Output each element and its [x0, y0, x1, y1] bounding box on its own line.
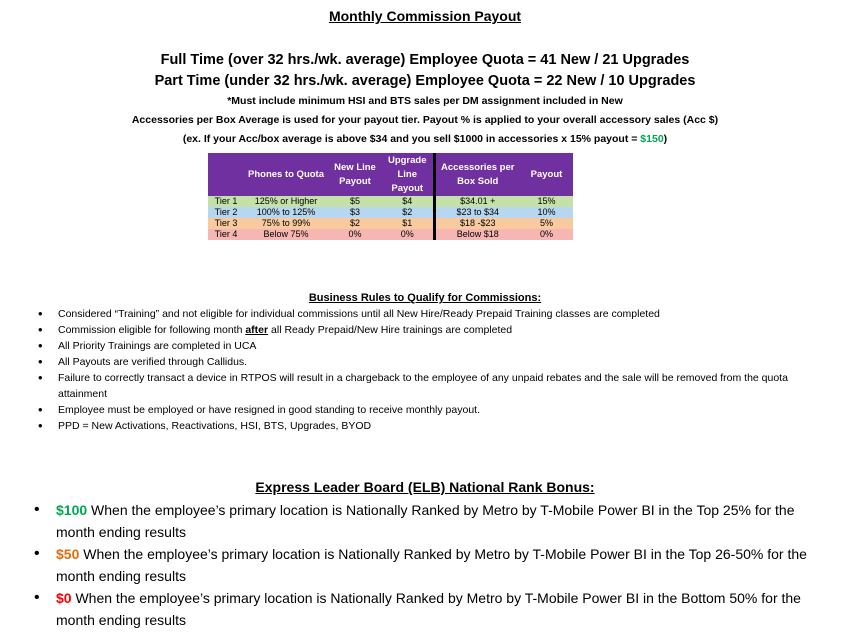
upgrade-cell: 0%: [382, 229, 434, 240]
example-note: [0, 133, 850, 145]
tier-cell: Tier 2: [208, 207, 244, 218]
example-note-close: ): [663, 133, 668, 145]
bonus-amount: $100: [56, 502, 88, 518]
header-phones-to-quota: Phones to Quota: [244, 153, 328, 196]
list-item: • Failure to correctly transact a device in RTPOS will result in a chargeback to the employee of any unpaid rebates and the sale will be removed from the quota attainment: [38, 370, 798, 402]
tier-cell: Tier 4: [208, 229, 244, 240]
business-rules-title: Business Rules to Qualify for Commissions:: [308, 292, 542, 304]
rule-text: Commission eligible for following month: [58, 324, 246, 336]
payout-cell: 10%: [520, 207, 573, 218]
new-line-cell: $5: [328, 196, 382, 207]
payout-cell: 15%: [520, 196, 573, 207]
new-line-cell: $3: [328, 207, 382, 218]
upgrade-cell: $4: [382, 196, 434, 207]
accessories-cell: $18 -$23: [434, 218, 520, 229]
header-upgrade-line-payout: Upgrade Line Payout: [382, 153, 434, 196]
tier-cell: Tier 1: [208, 196, 244, 207]
payout-cell: 0%: [520, 229, 573, 240]
table-row: [208, 229, 573, 240]
rule-text: all Ready Prepaid/New Hire trainings are completed: [268, 324, 513, 336]
quota-cell: 100% to 125%: [244, 207, 328, 218]
new-line-cell: 0%: [328, 229, 382, 240]
header-tier: [208, 153, 244, 196]
upgrade-cell: $2: [382, 207, 434, 218]
list-item: [32, 543, 812, 587]
list-item: • All Payouts are verified through Callidus.: [38, 354, 798, 370]
bonus-amount: $0: [56, 590, 72, 606]
list-item: [38, 322, 798, 338]
table-row: [208, 207, 573, 218]
full-time-quota: Full Time (over 32 hrs./wk. average) Employee Quota = 41 New / 21 Upgrades: [160, 52, 690, 68]
new-line-cell: $2: [328, 218, 382, 229]
list-item: • Considered “Training” and not eligible for individual commissions until all New Hire/Ready Prepaid Training classes are completed: [38, 306, 798, 322]
payout-cell: 5%: [520, 218, 573, 229]
elb-bonus-title: Express Leader Board (ELB) National Rank Bonus:: [255, 479, 595, 495]
business-rules-list: [38, 306, 798, 434]
bonus-text: When the employee’s primary location is Nationally Ranked by Metro by T-Mobile Power BI in the Top 26-50% for the month ending results: [56, 546, 807, 584]
list-item: • PPD = New Activations, Reactivations, HSI, BTS, Upgrades, BYOD: [38, 418, 798, 434]
accessories-cell: $23 to $34: [434, 207, 520, 218]
bonus-text: When the employee’s primary location is Nationally Ranked by Metro by T-Mobile Power BI in the Bottom 50% for the month ending results: [56, 590, 801, 628]
bonus-text: When the employee’s primary location is Nationally Ranked by Metro by T-Mobile Power BI in the Top 25% for the month ending results: [56, 502, 795, 540]
example-amount: $150: [640, 133, 664, 145]
bonus-amount: $50: [56, 546, 80, 562]
list-item: • Employee must be employed or have resigned in good standing to receive monthly payout.: [38, 402, 798, 418]
list-item: [32, 499, 812, 543]
list-item: [32, 587, 812, 631]
table-header-row: [208, 153, 573, 196]
quota-cell: 125% or Higher: [244, 196, 328, 207]
part-time-quota: Part Time (under 32 hrs./wk. average) Employee Quota = 22 New / 10 Upgrades: [154, 73, 696, 89]
list-item: • All Priority Trainings are completed in UCA: [38, 338, 798, 354]
accessory-note: Accessories per Box Average is used for your payout tier. Payout % is applied to your overall accessory sales (Acc $): [131, 114, 719, 126]
header-accessory-payout: Payout: [520, 153, 573, 196]
quota-cell: 75% to 99%: [244, 218, 328, 229]
table-row: [208, 196, 573, 207]
rule-emphasis: after: [245, 324, 269, 336]
hsi-bts-note: *Must include minimum HSI and BTS sales per DM assignment included in New: [227, 95, 623, 107]
header-new-line-payout: New Line Payout: [328, 153, 382, 196]
accessories-cell: $34.01 +: [434, 196, 520, 207]
example-note-text: (ex. If your Acc/box average is above $34 and you sell $1000 in accessories x 15% payout =: [182, 133, 641, 145]
quota-cell: Below 75%: [244, 229, 328, 240]
upgrade-cell: $1: [382, 218, 434, 229]
page-title: Monthly Commission Payout: [328, 8, 522, 24]
accessories-cell: Below $18: [434, 229, 520, 240]
header-accessories-per-box: Accessories per Box Sold: [434, 153, 520, 196]
table-row: [208, 218, 573, 229]
tier-cell: Tier 3: [208, 218, 244, 229]
elb-bonus-list: [32, 499, 812, 631]
payout-table: [208, 153, 573, 240]
